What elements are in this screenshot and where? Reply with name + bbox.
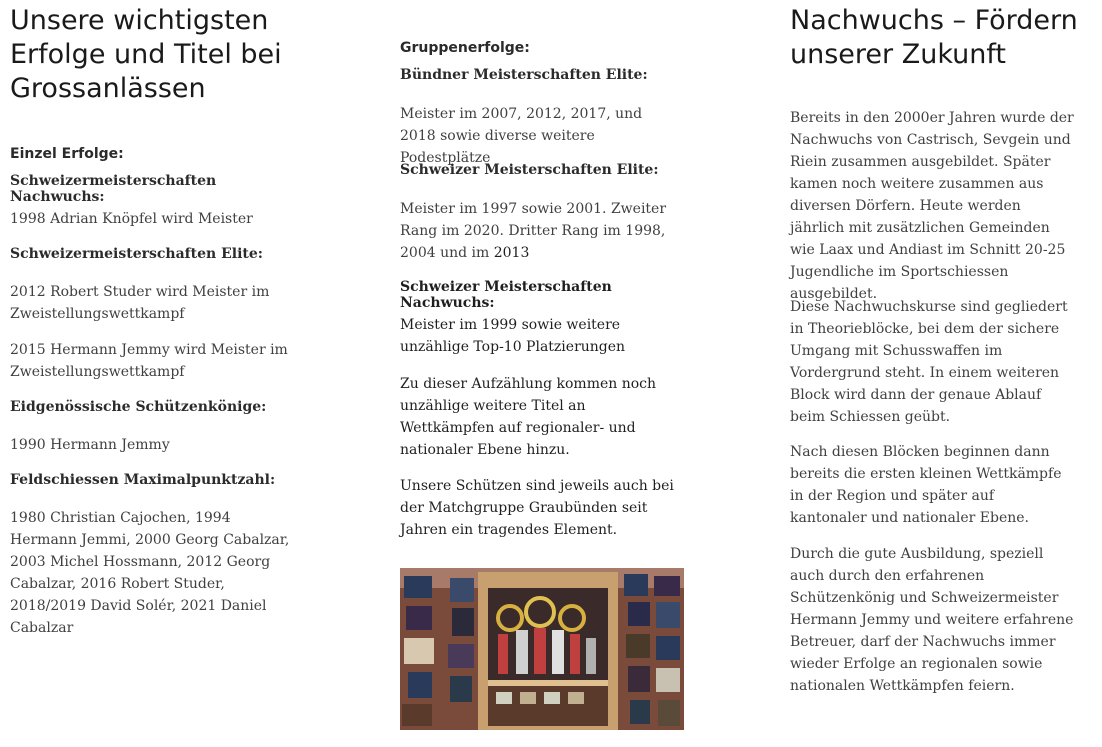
feldschiessen-text: 1980 Christian Cajochen, 1994 Hermann Jemmi, 2000 Georg Cabalzar, 2003 Michel Hossmann, 2012 Georg Cabalzar, 2016 Robert Studer, 2018/2019 David Solér, 2021 Daniel Cabalzar (10, 510, 290, 636)
sm-elite-group-text-b: 2013 (493, 245, 530, 261)
column-nachwuchs (790, 0, 1080, 694)
gruppenerfolge-heading: Gruppenerfolge: (400, 40, 530, 56)
bm-elite-text: Meister im 2007, 2012, 2017, und 2018 sowie diverse weitere Podestplätze (400, 106, 643, 166)
nachwuchs-paragraph-3: Nach diesen Blöcken beginnen dann bereits die ersten kleinen Wettkämpfe in der Region und später auf kantonaler und nationaler Ebene. (790, 444, 1062, 526)
feldschiessen-heading: Feldschiessen Maximalpunktzahl: (10, 472, 276, 488)
nachwuchs-paragraph-1: Bereits in den 2000er Jahren wurde der Nachwuchs von Castrisch, Sevgein und Riein zusammen ausgebildet. Später kamen noch weitere zusammen aus diversen Dörfern. Heute werden jährlich mit zusätzlichen Gemeinden wie Laax und Andiast im Schnitt 20-25 Jugendliche im Sportschiessen ausgebildet. (790, 110, 1074, 302)
einzel-erfolge-heading: Einzel Erfolge: (10, 146, 124, 162)
aufzaehlung-text: Zu dieser Aufzählung kommen noch unzählige weitere Titel an Wettkämpfen auf regionaler- und nationaler Ebene hinzu. (400, 376, 657, 458)
nachwuchs-paragraph-2: Diese Nachwuchskurse sind gegliedert in Theorieblöcke, bei dem der sichere Umgang mit Schusswaffen im Vordergrund steht. In einem weiteren Block wird dann der genaue Ablauf beim Schiessen geübt. (790, 299, 1068, 425)
schuetzenkoenige-text: 1990 Hermann Jemmy (10, 437, 170, 453)
column-erfolge (10, 0, 310, 636)
sm-nachwuchs-group-heading: Schweizer Meisterschaften Nachwuchs: (400, 279, 612, 311)
sm-nachwuchs-text: 1998 Adrian Knöpfel wird Meister (10, 211, 253, 227)
schuetzenkoenige-heading: Eidgenössische Schützenkönige: (10, 399, 267, 415)
sm-elite-text-2012: 2012 Robert Studer wird Meister im Zweistellungswettkampf (10, 284, 270, 322)
sm-nachwuchs-group-text: Meister im 1999 sowie weitere unzählige Top-10 Platzierungen (400, 317, 626, 355)
sm-elite-group-text (400, 198, 690, 264)
sm-elite-heading: Schweizermeisterschaften Elite: (10, 246, 263, 262)
nachwuchs-paragraph-4: Durch die gute Ausbildung, speziell auch durch den erfahrenen Schützenkönig und Schweizermeister Hermann Jemmy und weitere erfahrene Betreuer, darf der Nachwuchs immer wieder Erfolge an regionalen sowie nationalen Wettkämpfen feiern. (790, 546, 1074, 694)
sm-elite-text-2015: 2015 Hermann Jemmy wird Meister im Zweistellungswettkampf (10, 342, 288, 380)
sm-elite-group-heading: Schweizer Meisterschaften Elite: (400, 162, 659, 178)
sm-nachwuchs-heading: Schweizermeisterschaften Nachwuchs: (10, 173, 217, 205)
trophy-cabinet-photo (400, 568, 684, 730)
nachwuchs-title: Nachwuchs – Fördern unserer Zukunft (790, 5, 1078, 70)
sm-elite-group-text-a: Meister im 1997 sowie 2001. Zweiter Rang im 2020. Dritter Rang im 1998, 2004 und im (400, 201, 667, 261)
bm-elite-heading: Bündner Meisterschaften Elite: (400, 67, 648, 83)
matchgruppe-text: Unsere Schützen sind jeweils auch bei der Matchgruppe Graubünden seit Jahren ein tragendes Element. (400, 478, 674, 538)
erfolge-title: Unsere wichtigsten Erfolge und Titel bei Grossanlässen (10, 5, 282, 104)
